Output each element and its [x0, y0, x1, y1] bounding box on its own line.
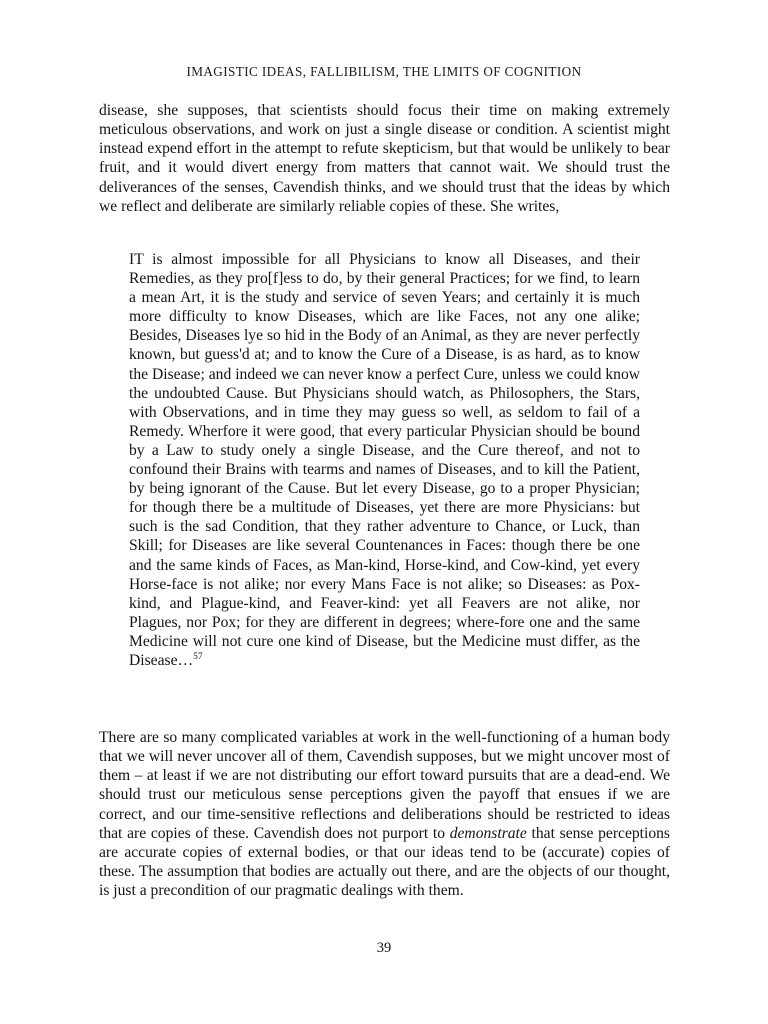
- body-paragraph: [99, 728, 670, 900]
- paragraph-text: There are so many complicated variables at work in the well-functioning of a human body that we will never uncover all of them, Cavendish supposes, but we might uncover most of them – at least if we are not distributing our effort toward pursuits that are a dead-end. We should trust our meticulous sense perceptions given the payoff that ensues if we are correct, and our time-sensitive reflections and deliberations should be restricted to ideas that are copies of these. Cavendish does not purport to: [99, 729, 670, 842]
- paragraph-text: that sense perceptions are accurate copies of external bodies, or that our ideas tend to be (accurate) copies of these. The assumption that bodies are actually out there, and are the objects of our thought, is just a precondition of our pragmatic dealings with them.: [99, 824, 670, 900]
- quotation-text: IT is almost impossible for all Physicians to know all Diseases, and their Remedies, as they pro[f]ess to do, by their general Practices; for we find, to learn a mean Art, it is the study and service of seven Years; and certainly it is much more difficulty to know Diseases, which are like Faces, not any one alike; Besides, Diseases lye so hid in the Body of an Animal, as they are never perfectly known, but guess'd at; and to know the Cure of a Disease, is as hard, as to know the Disease; and indeed we can never know a perfect Cure, unless we could know the undoubted Cause. But Physicians should watch, as Philosophers, the Stars, with Observations, and in time they may guess so well, as seldom to fail of a Remedy. Wherfore it were good, that every particular Physician should be bound by a Law to study onely a single Disease, and the Cure thereof, and not to confound their Brains with tearms and names of Diseases, and to kill the Patient, by being ignorant of the Cause. But let every Disease, go to a proper Physician; for though there be a multitude of Diseases, yet there are more Physicians: but such is the sad Condition, that they rather adventure to Chance, or Luck, than Skill; for Diseases are like several Countenances in Faces: though there be one and the same kinds of Faces, as Man-kind, Horse-kind, and Cow-kind, yet every Horse-face is not alike; nor every Mans Face is not alike; so Diseases: as Pox-kind, and Plague-kind, and Feaver-kind: yet all Feavers are not alike, nor Plagues, nor Pox; for they are different in degrees; where-fore one and the same Medicine will not cure one kind of Disease, but the Medicine must differ, as the Disease…: [129, 251, 640, 669]
- running-head: IMAGISTIC IDEAS, FALLIBILISM, THE LIMITS OF COGNITION: [186, 64, 582, 79]
- page-number: 39: [376, 940, 392, 956]
- body-paragraph: disease, she supposes, that scientists should focus their time on making extremely meticulous observations, and work on just a single disease or condition. A scientist might instead expend effort in the attempt to refute skepticism, but that would be unlikely to bear fruit, and it would divert energy from matters that cannot wait. We should trust the deliverances of the senses, Cavendish thinks, and we should trust that the ideas by which we reflect and deliberate are similarly reliable copies of these. She writes,: [99, 102, 670, 215]
- emphasized-word: demonstrate: [449, 824, 527, 842]
- block-quotation: [129, 250, 640, 670]
- footnote-marker[interactable]: 57: [193, 651, 203, 662]
